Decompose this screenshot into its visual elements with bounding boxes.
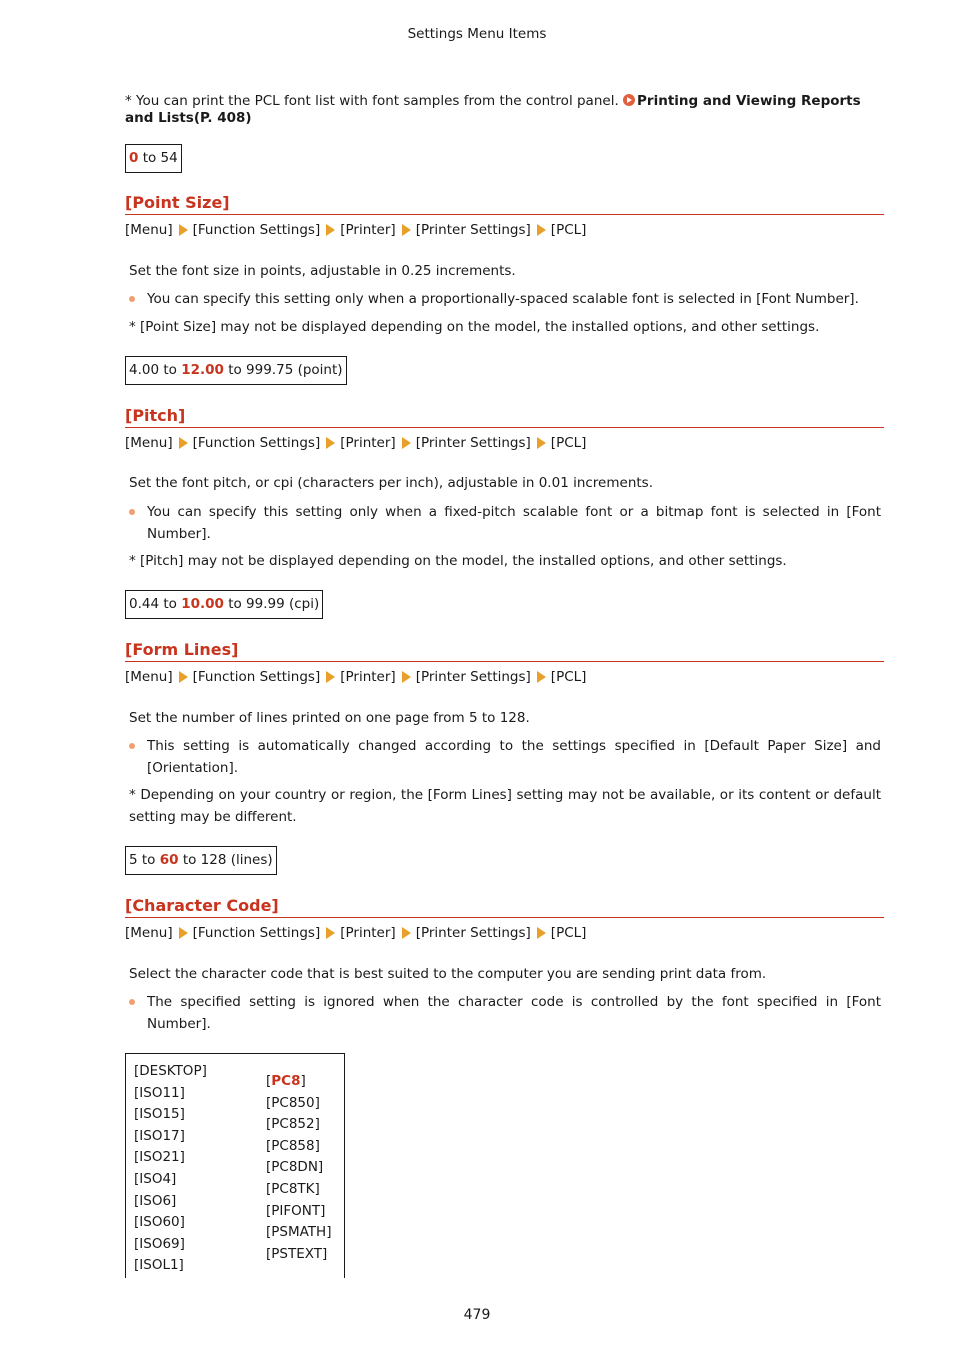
option-item: [PSMATH] [266, 1224, 332, 1241]
path-arrow-icon [326, 671, 335, 683]
path-arrow-icon [537, 437, 546, 449]
bullet-note [129, 735, 881, 779]
option-item: [PSTEXT] [266, 1245, 328, 1262]
bracket-open: [ [266, 1073, 272, 1089]
path-item-printer: [Printer] [340, 925, 396, 941]
default-value: 60 [159, 852, 179, 868]
range-max: to 999.75 (point) [223, 362, 343, 378]
path-arrow-icon [179, 437, 188, 449]
path-item-pcl: [PCL] [550, 435, 587, 451]
default-value: PC8 [271, 1073, 301, 1089]
bullet-icon [129, 296, 135, 302]
path-arrow-icon [537, 224, 546, 236]
availability-note: * Depending on your country or region, the [Form Lines] setting may not be available, or its content or default setting may be different. [129, 787, 881, 825]
option-item: [ISO4] [134, 1170, 177, 1187]
default-value: 10.00 [181, 596, 224, 612]
character-code-column-left [134, 1061, 207, 1277]
path-arrow-icon [179, 224, 188, 236]
option-item: [ISO21] [134, 1149, 185, 1166]
path-item-function-settings: [Function Settings] [192, 435, 321, 451]
page-number: 479 [463, 1307, 491, 1323]
menu-path [125, 222, 586, 238]
path-item-printer: [Printer] [340, 435, 396, 451]
character-code-options-box [125, 1053, 345, 1278]
path-item-printer-settings: [Printer Settings] [415, 222, 531, 238]
option-item: [PIFONT] [266, 1202, 326, 1219]
path-arrow-icon [402, 671, 411, 683]
reports-link[interactable]: Printing and Viewing Reports and Lists(P. 408) [125, 93, 861, 126]
font-list-note-text: * You can print the PCL font list with font samples from the control panel. [125, 93, 619, 109]
bullet-text: This setting is automatically changed according to the settings specified in [Default Paper Size] and [Orientation]. [147, 738, 881, 776]
option-item: [ISO15] [134, 1106, 185, 1123]
path-item-printer: [Printer] [340, 669, 396, 685]
bracket-close: ] [300, 1073, 306, 1089]
form-lines-range-box [125, 846, 277, 875]
option-item: [PC8DN] [266, 1159, 324, 1176]
bullet-text: You can specify this setting only when a fixed-pitch scalable font or a bitmap font is selected in [Font Number]. [147, 504, 881, 542]
section-title-point-size: [Point Size] [125, 193, 884, 215]
section-description: Set the font size in points, adjustable in 0.25 increments. [129, 263, 516, 279]
range-min: 5 to [129, 852, 160, 868]
character-code-column-right [266, 1071, 331, 1265]
option-item: [ISO69] [134, 1235, 185, 1252]
path-item-menu: [Menu] [125, 222, 173, 238]
menu-path [125, 925, 586, 941]
path-arrow-icon [537, 927, 546, 939]
path-item-printer-settings: [Printer Settings] [415, 669, 531, 685]
font-number-range-box [125, 144, 182, 173]
section-description: Select the character code that is best suited to the computer you are sending print data from. [129, 966, 767, 982]
path-item-function-settings: [Function Settings] [192, 925, 321, 941]
option-item-default [266, 1071, 331, 1093]
bullet-icon [129, 509, 135, 515]
path-arrow-icon [326, 927, 335, 939]
menu-path [125, 669, 586, 685]
path-item-printer-settings: [Printer Settings] [415, 925, 531, 941]
range-text: to 54 [138, 150, 178, 166]
bullet-note [129, 501, 881, 545]
bullet-text: The specified setting is ignored when the character code is controlled by the font specified in [Font Number]. [147, 994, 881, 1032]
menu-path [125, 435, 586, 451]
option-item: [ISOL1] [134, 1257, 184, 1274]
option-item: [DESKTOP] [134, 1063, 207, 1079]
bullet-note [129, 991, 881, 1035]
bullet-text: You can specify this setting only when a proportionally-spaced scalable font is selected in [Font Number]. [147, 291, 859, 307]
font-list-note [125, 93, 885, 127]
option-item: [ISO17] [134, 1127, 185, 1144]
path-item-menu: [Menu] [125, 435, 173, 451]
path-item-menu: [Menu] [125, 669, 173, 685]
path-item-pcl: [PCL] [550, 669, 587, 685]
range-max: to 128 (lines) [178, 852, 273, 868]
bullet-icon [129, 999, 135, 1005]
path-item-printer-settings: [Printer Settings] [415, 435, 531, 451]
running-header: Settings Menu Items [407, 26, 547, 42]
path-arrow-icon [402, 927, 411, 939]
option-item: [ISO60] [134, 1214, 185, 1231]
option-item: [PC850] [266, 1094, 320, 1111]
path-item-printer: [Printer] [340, 222, 396, 238]
path-item-menu: [Menu] [125, 925, 173, 941]
default-value: 12.00 [181, 362, 224, 378]
path-arrow-icon [537, 671, 546, 683]
range-min: 0.44 to [129, 596, 182, 612]
availability-note: * [Point Size] may not be displayed depending on the model, the installed options, and other settings. [129, 319, 820, 335]
path-item-function-settings: [Function Settings] [192, 669, 321, 685]
option-item: [PC852] [266, 1116, 320, 1133]
option-item: [PC858] [266, 1137, 320, 1154]
section-description: Set the font pitch, or cpi (characters per inch), adjustable in 0.01 increments. [129, 475, 653, 491]
path-arrow-icon [402, 224, 411, 236]
bullet-note [129, 288, 881, 310]
path-arrow-icon [179, 927, 188, 939]
section-description: Set the number of lines printed on one page from 5 to 128. [129, 710, 530, 726]
range-max: to 99.99 (cpi) [223, 596, 320, 612]
path-arrow-icon [326, 437, 335, 449]
link-arrow-icon [623, 94, 635, 106]
path-item-function-settings: [Function Settings] [192, 222, 321, 238]
range-min: 4.00 to [129, 362, 182, 378]
option-item: [ISO6] [134, 1192, 177, 1209]
option-item: [ISO11] [134, 1084, 185, 1101]
path-item-pcl: [PCL] [550, 222, 587, 238]
path-arrow-icon [179, 671, 188, 683]
section-title-character-code: [Character Code] [125, 896, 884, 918]
path-item-pcl: [PCL] [550, 925, 587, 941]
section-title-pitch: [Pitch] [125, 406, 884, 428]
availability-note: * [Pitch] may not be displayed depending on the model, the installed options, and other settings. [129, 553, 787, 569]
path-arrow-icon [402, 437, 411, 449]
bullet-icon [129, 743, 135, 749]
point-size-range-box [125, 356, 347, 385]
option-item: [PC8TK] [266, 1180, 320, 1197]
default-value: 0 [129, 150, 139, 166]
section-title-form-lines: [Form Lines] [125, 640, 884, 662]
path-arrow-icon [326, 224, 335, 236]
pitch-range-box [125, 590, 323, 619]
